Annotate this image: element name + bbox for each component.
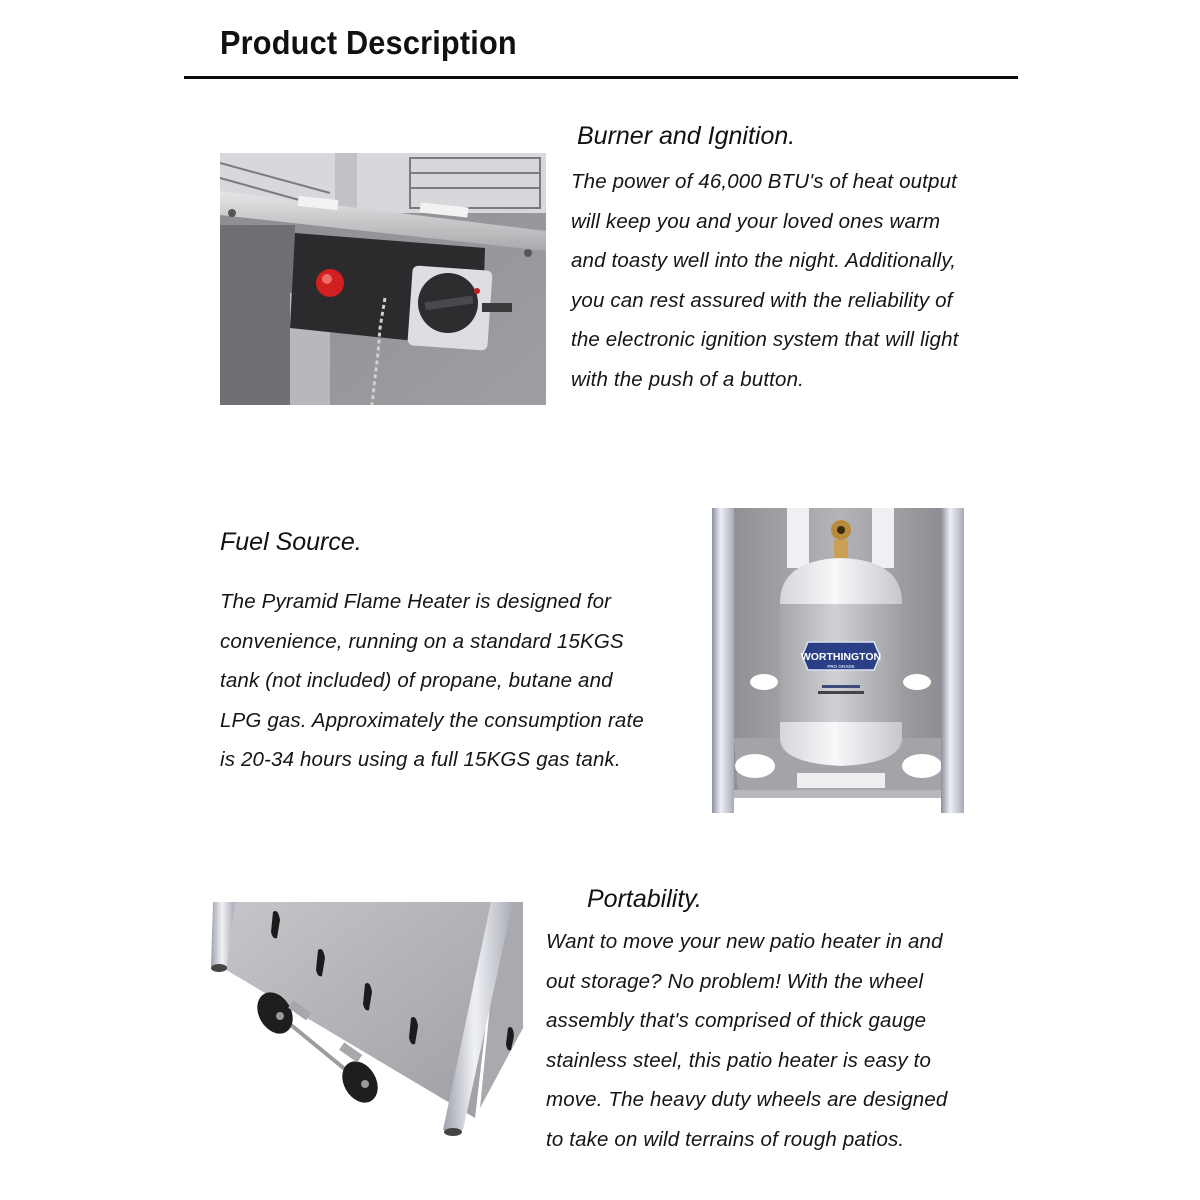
page-title: Product Description xyxy=(220,24,517,61)
body-line: with the push of a button. xyxy=(571,367,804,391)
body-line: The power of 46,000 BTU's of heat output xyxy=(571,170,957,193)
section-body-burner-ignition xyxy=(571,162,958,400)
section-heading-fuel-source: Fuel Source. xyxy=(220,528,362,556)
tank-brand-sublabel: PRO GRADE xyxy=(827,664,855,669)
body-line: to take on wild terrains of rough patios. xyxy=(546,1127,905,1151)
body-line: will keep you and your loved ones warm xyxy=(571,209,941,233)
body-line: assembly that's comprised of thick gauge xyxy=(546,1009,927,1033)
body-line: and toasty well into the night. Additionally, xyxy=(571,249,957,273)
body-line: move. The heavy duty wheels are designed xyxy=(546,1088,948,1112)
ignition-panel-image xyxy=(220,153,546,405)
section-body-fuel-source xyxy=(220,582,644,780)
title-divider xyxy=(184,76,1018,79)
body-line: is 20-34 hours using a full 15KGS gas tank. xyxy=(220,748,621,772)
wheel-assembly-image xyxy=(205,898,523,1148)
section-heading-burner-ignition: Burner and Ignition. xyxy=(577,122,796,150)
section-heading-portability: Portability. xyxy=(587,885,702,913)
body-line: out storage? No problem! With the wheel xyxy=(546,969,924,993)
body-line: tank (not included) of propane, butane and xyxy=(220,669,613,693)
body-line: The Pyramid Flame Heater is designed for xyxy=(220,590,612,613)
propane-tank-image xyxy=(712,508,964,813)
body-line: the electronic ignition system that will light xyxy=(571,328,959,352)
body-line: stainless steel, this patio heater is easy to xyxy=(546,1048,932,1072)
section-body-portability xyxy=(546,922,947,1160)
tank-brand-label: WORTHINGTON xyxy=(800,651,882,663)
body-line: you can rest assured with the reliability of xyxy=(571,288,953,312)
body-line: LPG gas. Approximately the consumption rate xyxy=(220,708,644,732)
body-line: convenience, running on a standard 15KGS xyxy=(220,629,624,653)
body-line: Want to move your new patio heater in and xyxy=(546,930,943,953)
